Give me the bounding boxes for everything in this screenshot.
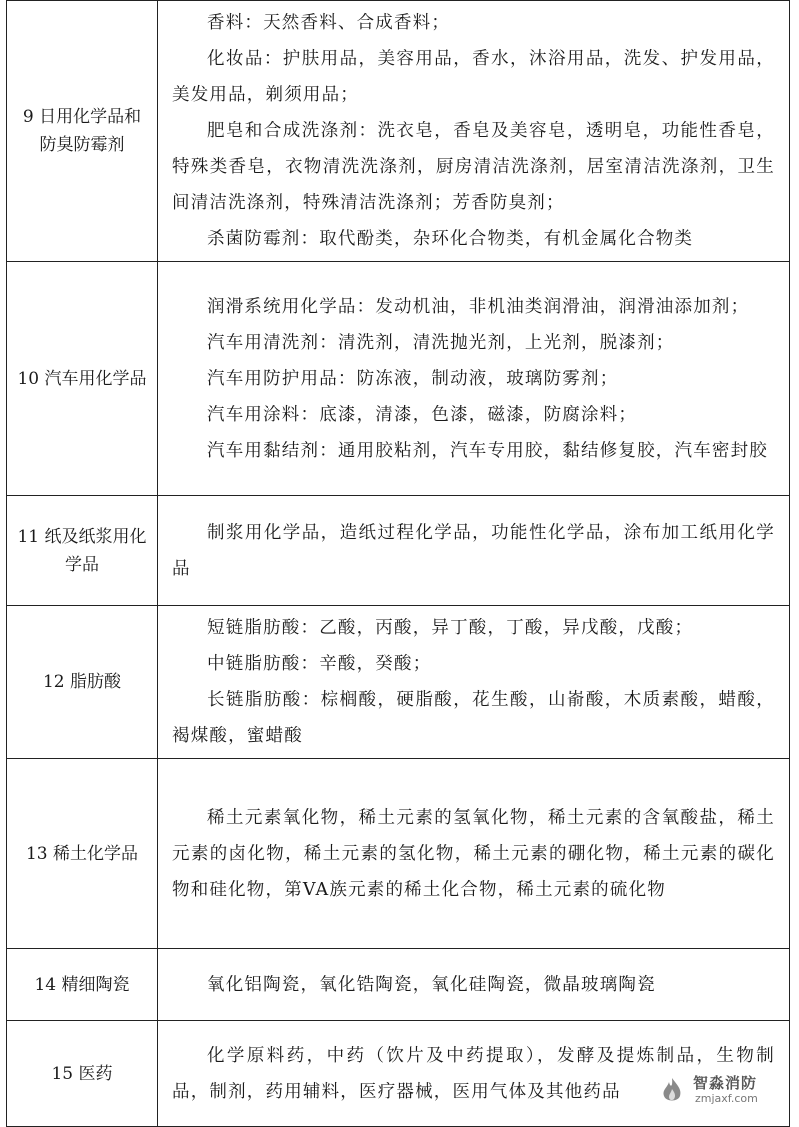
table-row	[7, 606, 790, 759]
category-label: 9 日用化学品和防臭防霉剂	[7, 1, 158, 262]
category-label: 15 医药	[7, 1021, 158, 1127]
content-line: 化妆品：护肤用品，美容用品，香水，沐浴用品，洗发、护发用品，美发用品，剃须用品；	[172, 49, 775, 105]
content-line: 制浆用化学品，造纸过程化学品，功能性化学品，涂布加工纸用化学品	[172, 522, 775, 579]
category-label: 10 汽车用化学品	[7, 262, 158, 496]
watermark-name: 智淼消防	[693, 1074, 758, 1092]
site-watermark	[657, 1072, 777, 1112]
content-line: 汽车用涂料：底漆，清漆，色漆，磁漆，防腐涂料；	[207, 404, 638, 425]
content-line: 汽车用防护用品：防冻液，制动液，玻璃防雾剂；	[207, 368, 619, 389]
category-content	[158, 496, 790, 606]
table-row	[7, 262, 790, 496]
category-label: 12 脂肪酸	[7, 606, 158, 759]
content-line: 长链脂肪酸：棕榈酸，硬脂酸，花生酸，山嵛酸，木质素酸，蜡酸，褐煤酸，蜜蜡酸	[172, 690, 775, 746]
category-table	[6, 0, 790, 1127]
category-label: 11 纸及纸浆用化学品	[7, 496, 158, 606]
content-line: 稀土元素氧化物，稀土元素的氢氧化物，稀土元素的含氧酸盐，稀土元素的卤化物，稀土元素的氢化物，稀土元素的硼化物，稀土元素的碳化物和硅化物，第VA族元素的稀土化合物，稀土元素的硫化物	[172, 807, 775, 900]
table-row	[7, 1, 790, 262]
content-line: 杀菌防霉剂：取代酚类，杂环化合物类，有机金属化合物类	[207, 229, 694, 249]
watermark-url: zmjaxf.com	[695, 1092, 758, 1105]
flame-logo-icon	[657, 1076, 687, 1106]
content-line: 氧化铝陶瓷，氧化锆陶瓷，氧化硅陶瓷，微晶玻璃陶瓷	[207, 974, 656, 995]
content-line: 汽车用黏结剂：通用胶粘剂，汽车专用胶，黏结修复胶，汽车密封胶	[207, 440, 768, 461]
category-content	[158, 949, 790, 1021]
category-label: 13 稀土化学品	[7, 759, 158, 949]
content-line: 汽车用清洗剂：清洗剂，清洗抛光剂，上光剂，脱漆剂；	[207, 332, 675, 353]
category-content	[158, 606, 790, 759]
content-line: 润滑系统用化学品：发动机油，非机油类润滑油，润滑油添加剂；	[207, 296, 750, 317]
table-row	[7, 496, 790, 606]
category-content	[158, 759, 790, 949]
content-line: 肥皂和合成洗涤剂：洗衣皂，香皂及美容皂，透明皂，功能性香皂，特殊类香皂，衣物清洗洗涤剂，厨房清洁洗涤剂，居室清洁洗涤剂，卫生间清洁洗涤剂，特殊清洁洗涤剂；芳香防臭剂；	[172, 121, 775, 213]
content-line: 化学原料药，中药（饮片及中药提取），发酵及提炼制品，生物制品，制剂，药用辅料，医疗器械，医用气体及其他药品	[172, 1045, 775, 1102]
category-content	[158, 1, 790, 262]
content-line: 短链脂肪酸：乙酸，丙酸，异丁酸，丁酸，异戊酸，戊酸；	[207, 618, 694, 638]
table-row	[7, 759, 790, 949]
category-content	[158, 262, 790, 496]
content-line: 香料：天然香料、合成香料；	[207, 13, 451, 33]
content-line: 中链脂肪酸：辛酸，癸酸；	[207, 654, 432, 674]
table-row	[7, 949, 790, 1021]
category-label: 14 精细陶瓷	[7, 949, 158, 1021]
